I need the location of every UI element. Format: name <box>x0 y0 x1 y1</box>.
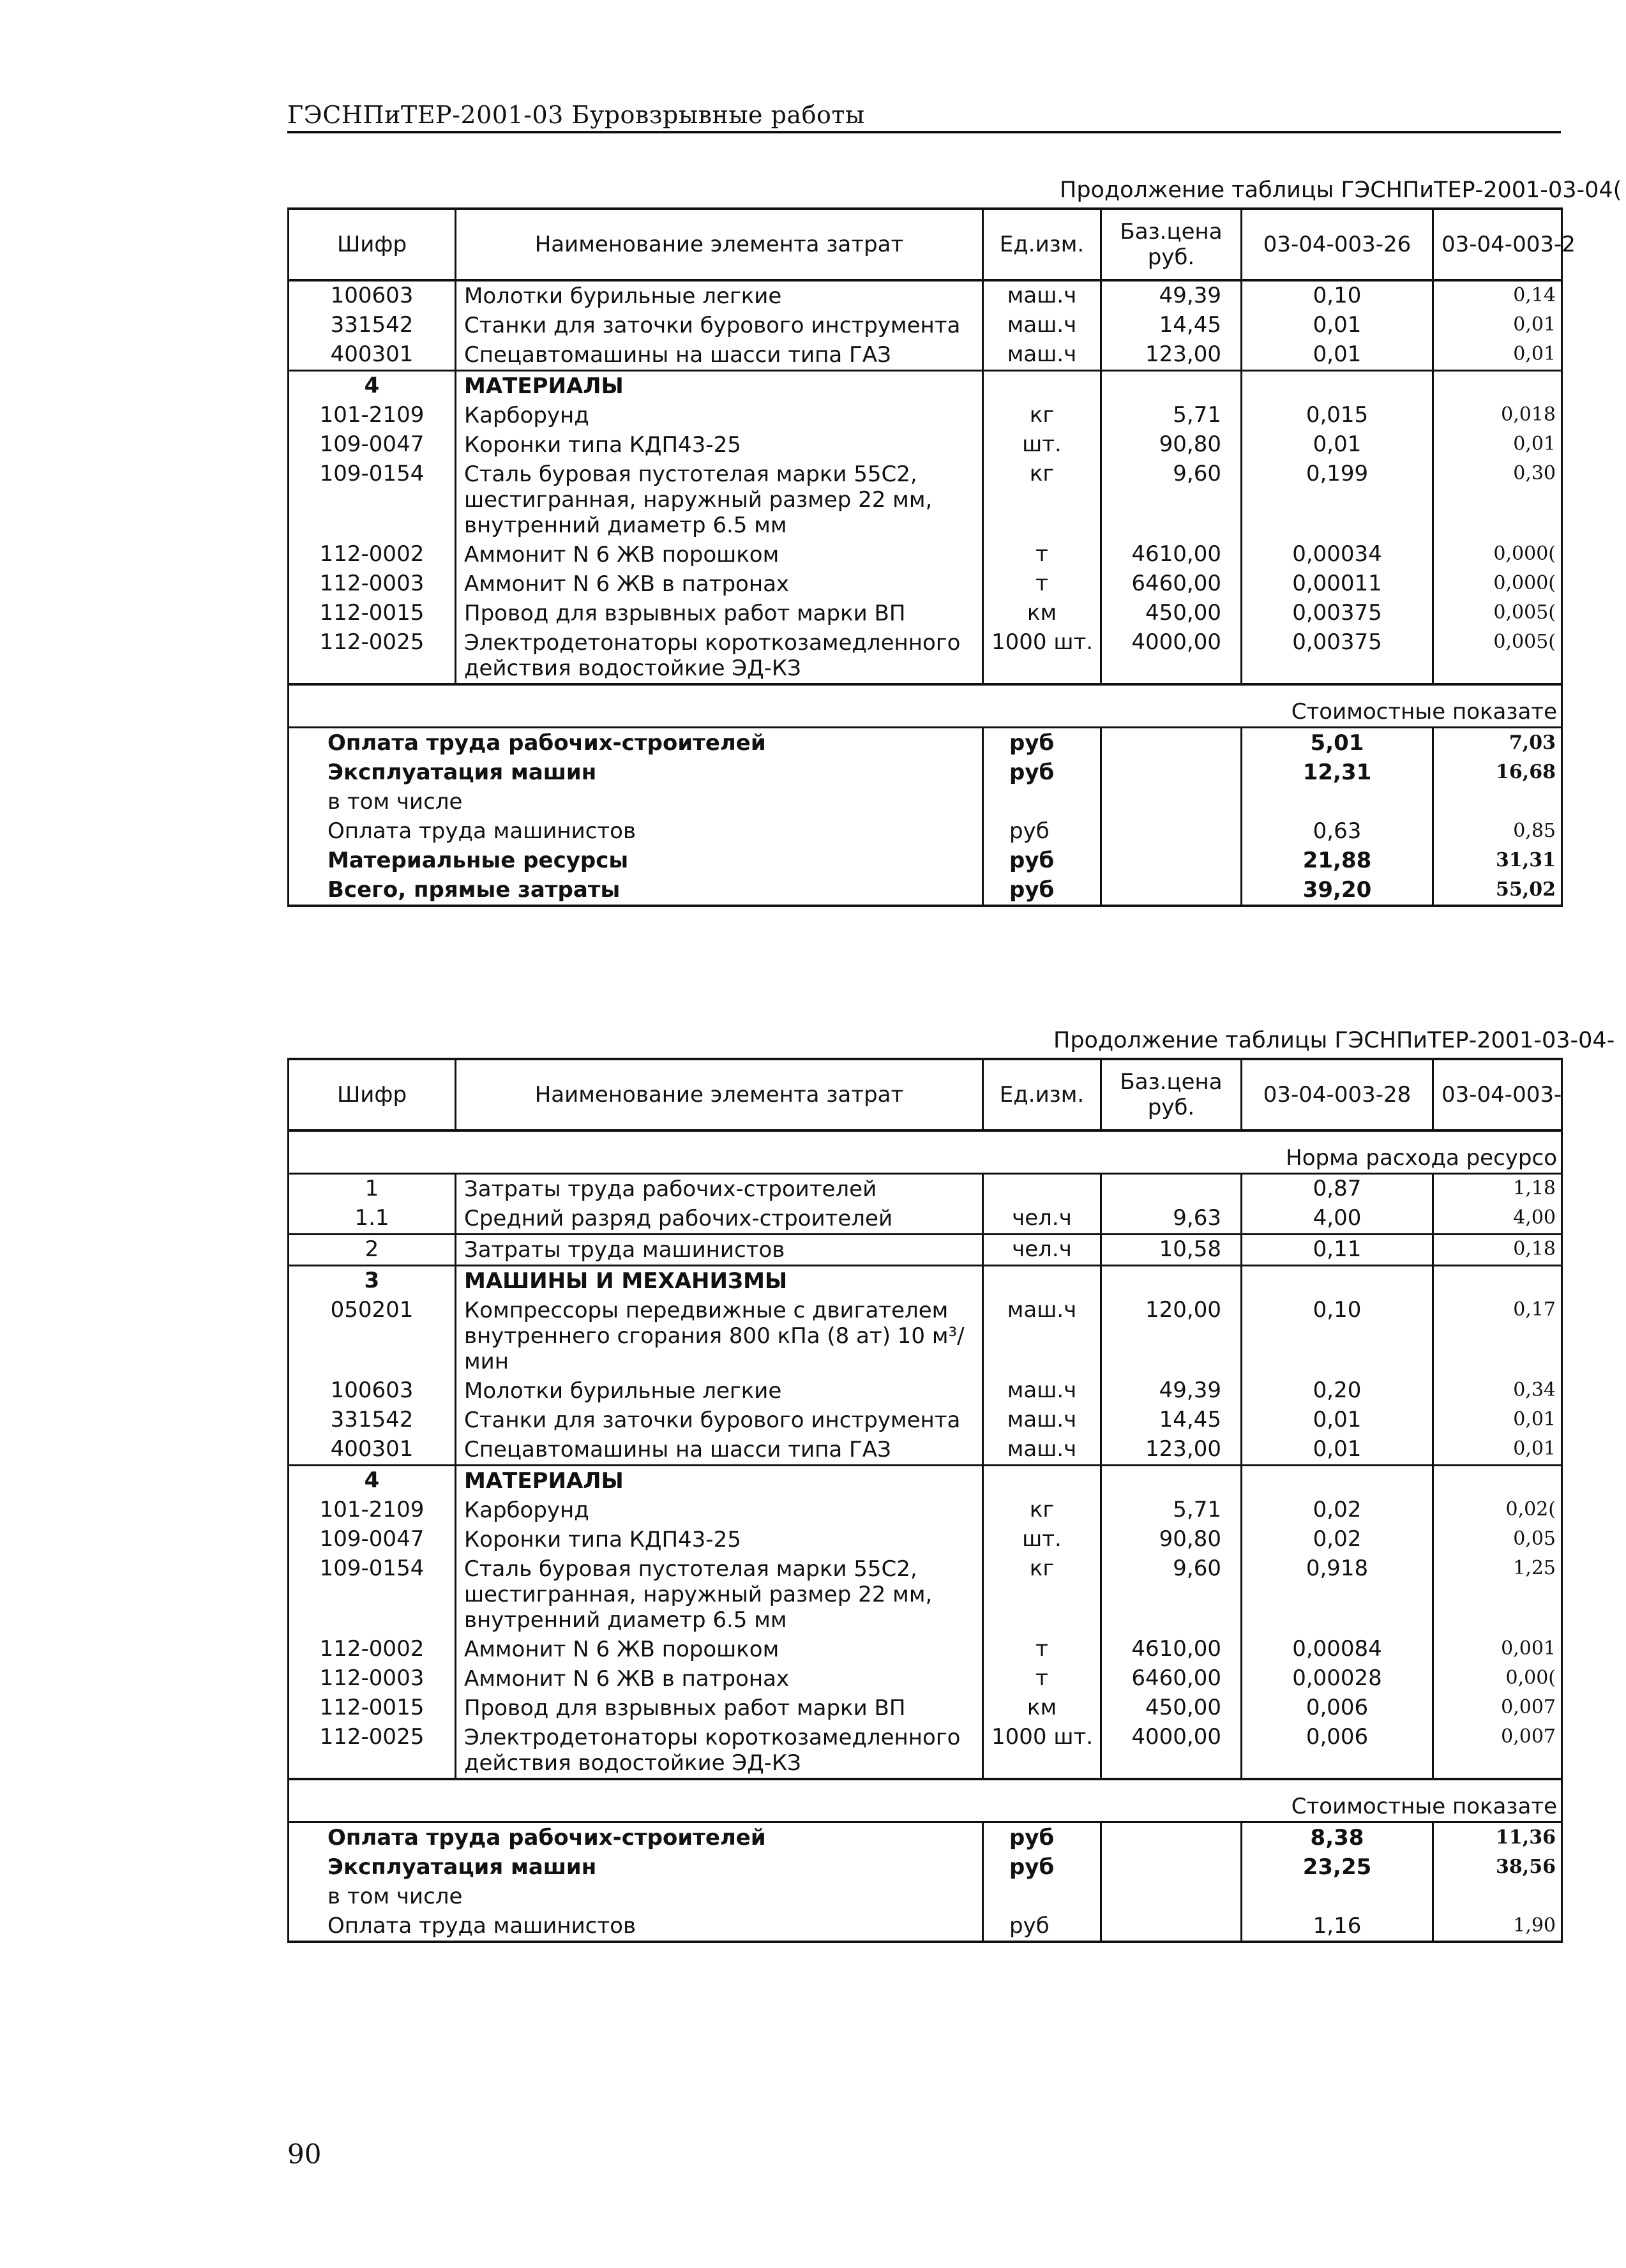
row-value-a: 0,10 <box>1242 280 1433 311</box>
row-value-b: 0,000( <box>1433 569 1562 599</box>
summary-unit: руб <box>983 1911 1101 1942</box>
empty-cell <box>983 371 1101 402</box>
row-price: 49,39 <box>1101 1376 1242 1406</box>
empty-cell <box>983 1266 1101 1296</box>
table-row <box>289 1406 1562 1435</box>
row-name: Провод для взрывных работ марки ВП <box>456 599 983 628</box>
summary-value-a: 21,88 <box>1242 846 1433 875</box>
row-value-b: 0,05 <box>1433 1525 1562 1554</box>
row-name: Затраты труда рабочих-строителей <box>456 1174 983 1205</box>
empty-cell <box>1433 1466 1562 1496</box>
row-value-a: 0,00375 <box>1242 599 1433 628</box>
row-code: 112-0003 <box>289 1664 456 1693</box>
col-name-header: Наименование элемента затрат <box>456 209 983 280</box>
row-name: Станки для заточки бурового инструмента <box>456 311 983 340</box>
norm-band-label: Норма расхода ресурсо <box>289 1130 1562 1174</box>
row-price: 4000,00 <box>1101 628 1242 684</box>
summary-row <box>289 816 1562 846</box>
empty-cell <box>1101 1266 1242 1296</box>
row-unit: км <box>983 1693 1101 1723</box>
cost-band-label: Стоимостные показате <box>289 1779 1562 1822</box>
table1-caption: Продолжение таблицы ГЭСНПиТЕР-2001-03-04( <box>1060 177 1622 203</box>
row-value-b: 1,18 <box>1433 1174 1562 1205</box>
summary-value-a: 39,20 <box>1242 875 1433 906</box>
table-row <box>289 1296 1562 1376</box>
row-unit: т <box>983 1664 1101 1693</box>
table-row <box>289 311 1562 340</box>
col-code-header: Шифр <box>289 1059 456 1130</box>
row-name: Аммонит N 6 ЖВ порошком <box>456 1635 983 1664</box>
row-price: 14,45 <box>1101 1406 1242 1435</box>
row-price: 90,80 <box>1101 430 1242 460</box>
row-value-b: 0,18 <box>1433 1235 1562 1266</box>
summary-unit: руб <box>983 875 1101 906</box>
price-header-line2: руб. <box>1147 1095 1195 1120</box>
summary-row <box>289 787 1562 816</box>
table-row <box>289 430 1562 460</box>
table-row <box>289 628 1562 684</box>
table-row <box>289 1664 1562 1693</box>
row-code: 1.1 <box>289 1204 456 1235</box>
col-unit-header: Ед.изм. <box>983 209 1101 280</box>
row-code: 100603 <box>289 280 456 311</box>
summary-row <box>289 1882 1562 1911</box>
col-code-header: Шифр <box>289 209 456 280</box>
summary-unit: руб <box>983 846 1101 875</box>
row-value-a: 0,01 <box>1242 1435 1433 1466</box>
summary-value-b: 11,36 <box>1433 1822 1562 1853</box>
row-unit: 1000 шт. <box>983 628 1101 684</box>
row-value-b: 0,01 <box>1433 1406 1562 1435</box>
summary-label: Эксплуатация машин <box>289 758 983 787</box>
row-unit: кг <box>983 1554 1101 1635</box>
row-code: 112-0002 <box>289 1635 456 1664</box>
empty-cell <box>1101 728 1242 758</box>
row-code: 109-0047 <box>289 1525 456 1554</box>
summary-row <box>289 875 1562 906</box>
row-value-b: 0,17 <box>1433 1296 1562 1376</box>
cost-table-2 <box>287 1058 1563 1943</box>
row-unit: км <box>983 599 1101 628</box>
row-value-b: 0,018 <box>1433 401 1562 430</box>
row-code: 101-2109 <box>289 1496 456 1525</box>
row-value-b: 0,30 <box>1433 460 1562 540</box>
summary-row <box>289 728 1562 758</box>
group-name: МАТЕРИАЛЫ <box>456 1466 983 1496</box>
row-unit: маш.ч <box>983 1296 1101 1376</box>
row-name: Средний разряд рабочих-строителей <box>456 1204 983 1235</box>
header-row <box>289 209 1562 280</box>
row-name: Молотки бурильные легкие <box>456 1376 983 1406</box>
summary-value-b: 0,85 <box>1433 816 1562 846</box>
row-value-b: 0,01 <box>1433 1435 1562 1466</box>
row-value-b: 0,000( <box>1433 540 1562 569</box>
row-price: 10,58 <box>1101 1235 1242 1266</box>
summary-unit: руб <box>983 1852 1101 1882</box>
row-price: 450,00 <box>1101 1693 1242 1723</box>
summary-value-a: 0,63 <box>1242 816 1433 846</box>
row-code: 112-0015 <box>289 599 456 628</box>
summary-value-a: 23,25 <box>1242 1852 1433 1882</box>
row-code: 109-0154 <box>289 1554 456 1635</box>
row-unit: шт. <box>983 430 1101 460</box>
row-value-a: 0,11 <box>1242 1235 1433 1266</box>
header-rule <box>287 131 1561 133</box>
row-value-a: 0,918 <box>1242 1554 1433 1635</box>
row-price: 49,39 <box>1101 280 1242 311</box>
table-row <box>289 540 1562 569</box>
row-value-a: 0,01 <box>1242 340 1433 371</box>
summary-label: Оплата труда рабочих-строителей <box>289 1822 983 1853</box>
summary-unit: руб <box>983 816 1101 846</box>
table-row <box>289 1496 1562 1525</box>
summary-value-a: 8,38 <box>1242 1822 1433 1853</box>
row-code: 112-0025 <box>289 628 456 684</box>
cost-band <box>289 684 1562 728</box>
header-row <box>289 1059 1562 1130</box>
row-code: 112-0025 <box>289 1723 456 1779</box>
empty-cell <box>1101 816 1242 846</box>
empty-cell <box>1242 371 1433 402</box>
col-price-header <box>1101 1059 1242 1130</box>
row-value-b: 0,01 <box>1433 311 1562 340</box>
row-value-a: 0,00034 <box>1242 540 1433 569</box>
row-value-a: 0,01 <box>1242 430 1433 460</box>
summary-unit: руб <box>983 1822 1101 1853</box>
empty-cell <box>1101 787 1242 816</box>
row-code: 109-0047 <box>289 430 456 460</box>
row-unit: т <box>983 569 1101 599</box>
empty-cell <box>1242 1466 1433 1496</box>
cost-table-1 <box>287 207 1576 907</box>
row-name: Коронки типа КДП43-25 <box>456 430 983 460</box>
row-code: 112-0015 <box>289 1693 456 1723</box>
row-unit <box>983 1174 1101 1205</box>
group-row <box>289 1266 1562 1296</box>
row-price: 123,00 <box>1101 340 1242 371</box>
summary-unit <box>983 787 1101 816</box>
row-unit: т <box>983 1635 1101 1664</box>
row-name: Электродетонаторы короткозамедленного действия водостойкие ЭД-КЗ <box>456 628 983 684</box>
summary-label: Оплата труда рабочих-строителей <box>289 728 983 758</box>
row-value-b: 0,007 <box>1433 1723 1562 1779</box>
row-name: Затраты труда машинистов <box>456 1235 983 1266</box>
row-value-b: 0,34 <box>1433 1376 1562 1406</box>
row-value-a: 0,00084 <box>1242 1635 1433 1664</box>
table-row <box>289 1525 1562 1554</box>
row-value-b: 0,005( <box>1433 599 1562 628</box>
row-name: Электродетонаторы короткозамедленного действия водостойкие ЭД-КЗ <box>456 1723 983 1779</box>
row-name: Карборунд <box>456 1496 983 1525</box>
row-value-b: 0,14 <box>1433 280 1562 311</box>
row-code: 2 <box>289 1235 456 1266</box>
summary-value-b: 38,56 <box>1433 1852 1562 1882</box>
table-row <box>289 460 1562 540</box>
row-unit: т <box>983 540 1101 569</box>
summary-label: Оплата труда машинистов <box>289 1911 983 1942</box>
row-unit: шт. <box>983 1525 1101 1554</box>
row-value-b: 1,25 <box>1433 1554 1562 1635</box>
table-row <box>289 1174 1562 1205</box>
table-row <box>289 340 1562 371</box>
row-unit: маш.ч <box>983 1376 1101 1406</box>
row-value-b: 0,005( <box>1433 628 1562 684</box>
summary-row <box>289 1852 1562 1882</box>
row-price: 450,00 <box>1101 599 1242 628</box>
row-name: Карборунд <box>456 401 983 430</box>
empty-cell <box>1101 758 1242 787</box>
row-value-a: 0,10 <box>1242 1296 1433 1376</box>
row-unit: маш.ч <box>983 280 1101 311</box>
summary-value-b: 1,90 <box>1433 1911 1562 1942</box>
table-row <box>289 1554 1562 1635</box>
group-code: 3 <box>289 1266 456 1296</box>
row-price: 123,00 <box>1101 1435 1242 1466</box>
table-row <box>289 1204 1562 1235</box>
row-name: Компрессоры передвижные с двигателем внутреннего сгорания 800 кПа (8 ат) 10 м³/мин <box>456 1296 983 1376</box>
summary-unit: руб <box>983 728 1101 758</box>
row-price: 6460,00 <box>1101 1664 1242 1693</box>
price-header-line2: руб. <box>1147 244 1195 270</box>
summary-label: Эксплуатация машин <box>289 1852 983 1882</box>
row-unit: маш.ч <box>983 1406 1101 1435</box>
summary-row <box>289 1822 1562 1853</box>
summary-value-b <box>1433 787 1562 816</box>
row-price: 4610,00 <box>1101 540 1242 569</box>
summary-label: Оплата труда машинистов <box>289 816 983 846</box>
row-name: Провод для взрывных работ марки ВП <box>456 1693 983 1723</box>
row-unit: кг <box>983 401 1101 430</box>
empty-cell <box>1101 1852 1242 1882</box>
row-code: 112-0003 <box>289 569 456 599</box>
summary-value-a <box>1242 1882 1433 1911</box>
table-row <box>289 599 1562 628</box>
row-value-b: 0,00( <box>1433 1664 1562 1693</box>
table-row <box>289 280 1562 311</box>
empty-cell <box>1101 371 1242 402</box>
cost-band <box>289 1779 1562 1822</box>
norm-band <box>289 1130 1562 1174</box>
row-code: 1 <box>289 1174 456 1205</box>
summary-value-a: 12,31 <box>1242 758 1433 787</box>
row-value-a: 0,00028 <box>1242 1664 1433 1693</box>
row-value-a: 0,00011 <box>1242 569 1433 599</box>
group-row <box>289 371 1562 402</box>
col-name-header: Наименование элемента затрат <box>456 1059 983 1130</box>
row-value-a: 0,015 <box>1242 401 1433 430</box>
empty-cell <box>983 1466 1101 1496</box>
empty-cell <box>1101 875 1242 906</box>
row-price: 9,60 <box>1101 1554 1242 1635</box>
row-unit: маш.ч <box>983 1435 1101 1466</box>
col-price-header <box>1101 209 1242 280</box>
row-name: Аммонит N 6 ЖВ порошком <box>456 540 983 569</box>
empty-cell <box>1242 1266 1433 1296</box>
row-name: Молотки бурильные легкие <box>456 280 983 311</box>
row-name: Аммонит N 6 ЖВ в патронах <box>456 1664 983 1693</box>
row-price: 14,45 <box>1101 311 1242 340</box>
summary-unit: руб <box>983 758 1101 787</box>
table-row <box>289 1635 1562 1664</box>
summary-value-a: 1,16 <box>1242 1911 1433 1942</box>
summary-label: в том числе <box>289 1882 983 1911</box>
row-code: 331542 <box>289 1406 456 1435</box>
empty-cell <box>1433 371 1562 402</box>
row-price: 5,71 <box>1101 401 1242 430</box>
cost-band-label: Стоимостные показате <box>289 684 1562 728</box>
row-code: 109-0154 <box>289 460 456 540</box>
row-name: Коронки типа КДП43-25 <box>456 1525 983 1554</box>
row-price: 9,63 <box>1101 1204 1242 1235</box>
row-code: 400301 <box>289 340 456 371</box>
row-unit: чел.ч <box>983 1235 1101 1266</box>
row-price <box>1101 1174 1242 1205</box>
col-a-header: 03-04-003-28 <box>1242 1059 1433 1130</box>
group-name: МАШИНЫ И МЕХАНИЗМЫ <box>456 1266 983 1296</box>
row-name: Станки для заточки бурового инструмента <box>456 1406 983 1435</box>
row-unit: чел.ч <box>983 1204 1101 1235</box>
row-price: 5,71 <box>1101 1496 1242 1525</box>
row-unit: маш.ч <box>983 311 1101 340</box>
row-code: 400301 <box>289 1435 456 1466</box>
row-code: 050201 <box>289 1296 456 1376</box>
row-unit: 1000 шт. <box>983 1723 1101 1779</box>
empty-cell <box>1101 1466 1242 1496</box>
group-row <box>289 1466 1562 1496</box>
summary-label: в том числе <box>289 787 983 816</box>
price-header-line1: Баз.цена <box>1120 1069 1223 1095</box>
row-code: 101-2109 <box>289 401 456 430</box>
row-price: 4000,00 <box>1101 1723 1242 1779</box>
summary-value-a <box>1242 787 1433 816</box>
group-name: МАТЕРИАЛЫ <box>456 371 983 402</box>
row-name: Спецавтомашины на шасси типа ГАЗ <box>456 340 983 371</box>
summary-label: Материальные ресурсы <box>289 846 983 875</box>
group-code: 4 <box>289 371 456 402</box>
row-value-a: 0,00375 <box>1242 628 1433 684</box>
summary-row <box>289 1911 1562 1942</box>
row-value-a: 0,199 <box>1242 460 1433 540</box>
row-value-a: 0,02 <box>1242 1496 1433 1525</box>
table-row <box>289 1723 1562 1779</box>
table-row <box>289 1376 1562 1406</box>
row-value-b: 0,007 <box>1433 1693 1562 1723</box>
row-value-a: 0,20 <box>1242 1376 1433 1406</box>
group-code: 4 <box>289 1466 456 1496</box>
row-unit: кг <box>983 460 1101 540</box>
summary-value-b: 7,03 <box>1433 728 1562 758</box>
empty-cell <box>1101 1822 1242 1853</box>
row-value-b: 0,02( <box>1433 1496 1562 1525</box>
running-head: ГЭСНПиТЕР-2001-03 Буровзрывные работы <box>287 101 865 129</box>
row-price: 4610,00 <box>1101 1635 1242 1664</box>
summary-value-b: 16,68 <box>1433 758 1562 787</box>
row-unit: кг <box>983 1496 1101 1525</box>
empty-cell <box>1101 846 1242 875</box>
col-a-header: 03-04-003-26 <box>1242 209 1433 280</box>
row-name: Аммонит N 6 ЖВ в патронах <box>456 569 983 599</box>
summary-value-b: 55,02 <box>1433 875 1562 906</box>
empty-cell <box>1101 1911 1242 1942</box>
row-value-a: 0,006 <box>1242 1723 1433 1779</box>
table-row <box>289 569 1562 599</box>
col-b-header: 03-04-003- <box>1433 1059 1562 1130</box>
summary-unit <box>983 1882 1101 1911</box>
table-row <box>289 1435 1562 1466</box>
summary-value-b <box>1433 1882 1562 1911</box>
summary-value-a: 5,01 <box>1242 728 1433 758</box>
summary-row <box>289 758 1562 787</box>
empty-cell <box>1433 1266 1562 1296</box>
table-row <box>289 1235 1562 1266</box>
page-number: 90 <box>287 2138 322 2170</box>
summary-row <box>289 846 1562 875</box>
col-b-header: 03-04-003-2 <box>1433 209 1562 280</box>
row-value-a: 0,01 <box>1242 1406 1433 1435</box>
row-name: Спецавтомашины на шасси типа ГАЗ <box>456 1435 983 1466</box>
row-value-b: 0,001 <box>1433 1635 1562 1664</box>
row-value-b: 4,00 <box>1433 1204 1562 1235</box>
row-price: 120,00 <box>1101 1296 1242 1376</box>
table2-caption: Продолжение таблицы ГЭСНПиТЕР-2001-03-04- <box>1053 1028 1615 1053</box>
row-value-a: 0,87 <box>1242 1174 1433 1205</box>
table-row <box>289 401 1562 430</box>
row-price: 90,80 <box>1101 1525 1242 1554</box>
row-price: 6460,00 <box>1101 569 1242 599</box>
row-value-a: 0,006 <box>1242 1693 1433 1723</box>
row-unit: маш.ч <box>983 340 1101 371</box>
row-name: Сталь буровая пустотелая марки 55С2, шестигранная, наружный размер 22 мм, внутренний диаметр 6.5 мм <box>456 460 983 540</box>
row-code: 100603 <box>289 1376 456 1406</box>
row-value-a: 0,01 <box>1242 311 1433 340</box>
col-unit-header: Ед.изм. <box>983 1059 1101 1130</box>
row-value-b: 0,01 <box>1433 430 1562 460</box>
row-price: 9,60 <box>1101 460 1242 540</box>
row-value-a: 0,02 <box>1242 1525 1433 1554</box>
summary-value-b: 31,31 <box>1433 846 1562 875</box>
row-code: 112-0002 <box>289 540 456 569</box>
summary-label: Всего, прямые затраты <box>289 875 983 906</box>
row-name: Сталь буровая пустотелая марки 55С2, шестигранная, наружный размер 22 мм, внутренний диаметр 6.5 мм <box>456 1554 983 1635</box>
price-header-line1: Баз.цена <box>1120 219 1223 244</box>
row-value-a: 4,00 <box>1242 1204 1433 1235</box>
empty-cell <box>1101 1882 1242 1911</box>
table-row <box>289 1693 1562 1723</box>
row-value-b: 0,01 <box>1433 340 1562 371</box>
row-code: 331542 <box>289 311 456 340</box>
